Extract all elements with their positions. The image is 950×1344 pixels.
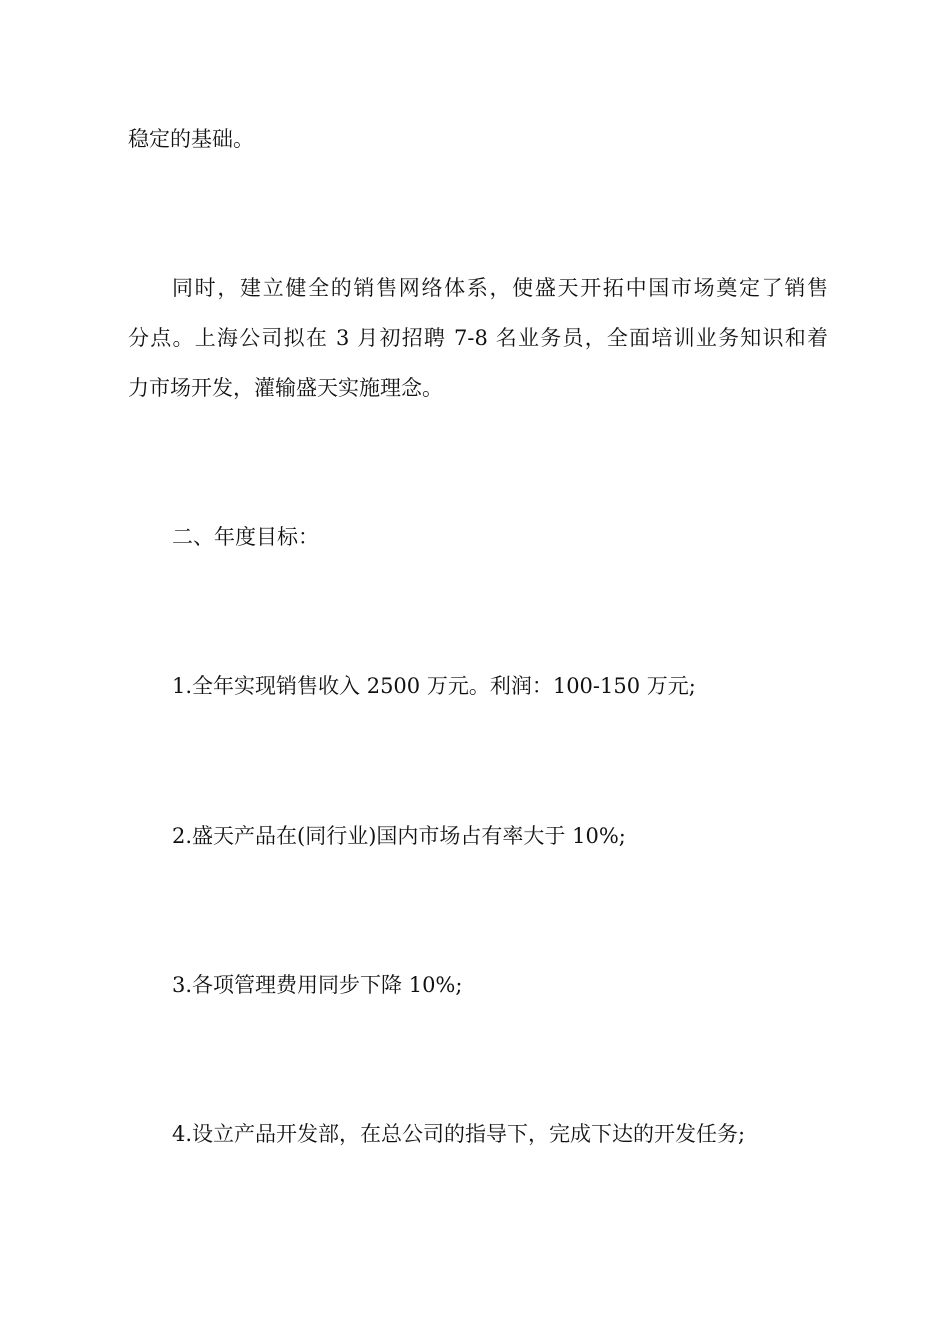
paragraph-line-2: 分点。上海公司拟在 3 月初招聘 7-8 名业务员，全面培训业务知识和着 xyxy=(128,326,828,350)
goal-item-3: 3.各项管理费用同步下降 10%; xyxy=(172,973,463,997)
goal-item-2: 2.盛天产品在(同行业)国内市场占有率大于 10%; xyxy=(172,824,626,848)
goal-item-4: 4.设立产品开发部，在总公司的指导下，完成下达的开发任务; xyxy=(172,1122,746,1146)
paragraph-line-1: 同时，建立健全的销售网络体系，使盛天开拓中国市场奠定了销售 xyxy=(172,276,828,300)
section-heading: 二、年度目标： xyxy=(172,525,319,549)
paragraph-line-3: 力市场开发，灌输盛天实施理念。 xyxy=(128,376,443,400)
goal-item-1: 1.全年实现销售收入 2500 万元。利润：100-150 万元; xyxy=(172,674,696,698)
paragraph-continuation: 稳定的基础。 xyxy=(128,127,254,151)
